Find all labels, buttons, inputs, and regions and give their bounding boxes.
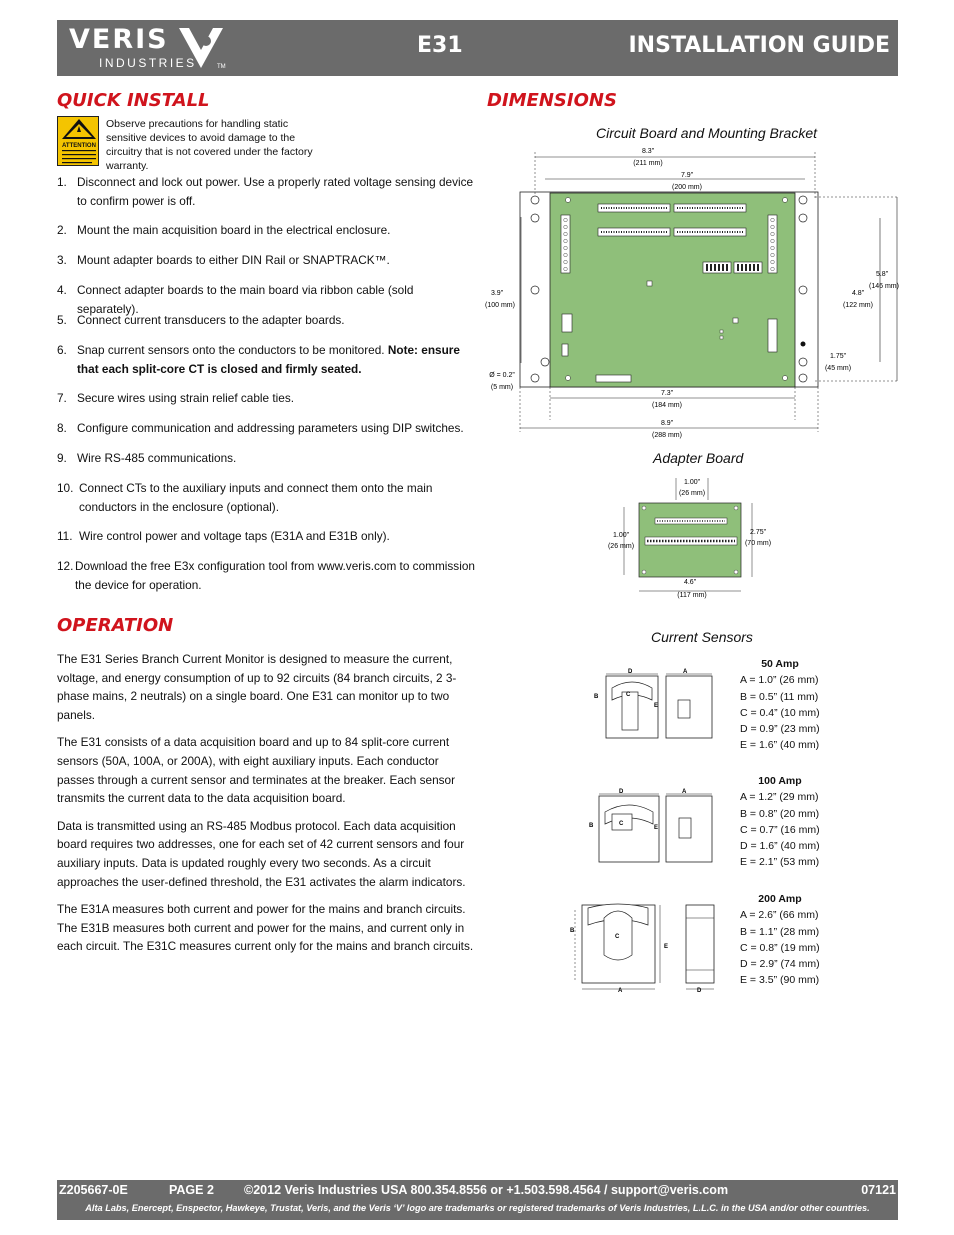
warning-icon-label: ATTENTION: [62, 143, 96, 149]
operation-paragraph: Data is transmitted using an RS-485 Modbus protocol. Each data acquisition board requires two addresses, one for each set of 42 current sensors and four auxiliary inputs. Data is updated roughly every two seconds. As a circuit approaches the user-defined threshold, the E31 activates the alarm indicators.: [57, 818, 466, 889]
list-item: 1. Disconnect and lock out power. Use a properly rated voltage sensing device to confirm power is off.: [57, 175, 474, 208]
sensor-50a-diagram: [590, 660, 720, 745]
esd-warning-icon: [57, 116, 99, 166]
operation-body: [57, 650, 477, 965]
adapter-board-diagram: [600, 472, 780, 602]
adapter-dim-top: 1.00”: [684, 479, 700, 486]
sensor-label-b: B: [570, 928, 575, 934]
adapter-dim-left-mm: (26 mm): [607, 543, 635, 550]
contact-info: ©2012 Veris Industries USA 800.354.8556 or +1.503.598.4564 / support@veris.com: [244, 1183, 729, 1197]
dim-corner: 1.75”: [830, 353, 846, 360]
list-item: 10. Connect CTs to the auxiliary inputs and connect them onto the main conductors in the enclosure (optional).: [57, 481, 433, 514]
list-item: 8. Configure communication and addressing parameters using DIP switches.: [57, 421, 464, 435]
sensor-label-b: B: [589, 823, 594, 829]
dim-hole-diameter: Ø = 0.2”: [489, 372, 515, 379]
list-item: 7. Secure wires using strain relief cable ties.: [57, 391, 295, 405]
document-title: INSTALLATION GUIDE: [628, 33, 890, 58]
sensor-label-a: A: [683, 669, 688, 675]
list-item: 5. Connect current transducers to the adapter boards.: [57, 313, 345, 327]
list-item: 12. Download the free E3x configuration tool from www.veris.com to commission the device for operation.: [57, 559, 475, 592]
circuit-board-diagram: [470, 140, 910, 445]
list-item: 6. Snap current sensors onto the conductors to be monitored. Note: ensure that each split-core CT is closed and firmly seated.: [57, 343, 460, 376]
sensor-100a-heading: 100 Amp: [758, 775, 802, 787]
dim-width-bottom: 7.3”: [660, 390, 674, 397]
sensor-label-c: C: [615, 934, 620, 940]
list-item: 9. Wire RS-485 communications.: [57, 451, 237, 465]
sensor-100a-specs: 100 Amp A = 1.2” (29 mm) B = 0.8” (20 mm) C = 0.7” (16 mm) D = 1.6” (40 mm) E = 2.1” (53 mm): [740, 775, 820, 869]
dimensions-heading: DIMENSIONS: [487, 90, 617, 111]
sensor-label-e: E: [664, 944, 669, 950]
adapter-board-figure-title: Adapter Board: [653, 450, 744, 466]
adapter-dim-bottom: 4.6”: [683, 579, 697, 586]
sensor-50a-specs: 50 Amp A = 1.0” (26 mm) B = 0.5” (11 mm) C = 0.4” (10 mm) D = 0.9” (23 mm) E = 1.6” (40 mm): [740, 658, 820, 752]
quick-install-heading: QUICK INSTALL: [57, 90, 210, 111]
dim-width-outer: 8.3”: [641, 148, 655, 155]
page-footer: [57, 1180, 898, 1220]
page-header: [57, 20, 898, 76]
circuit-board: [550, 193, 795, 387]
adapter-dim-bottom-mm: (117 mm): [677, 592, 707, 599]
sensor-label-a: A: [618, 988, 623, 994]
dim-height-right-inner-mm: (122 mm): [843, 302, 873, 309]
sensor-label-d: D: [619, 789, 624, 795]
sensor-label-d: D: [697, 988, 702, 994]
adapter-dim-right: 2.75”: [750, 529, 766, 536]
sensor-200a-diagram: [565, 895, 725, 1000]
dim-corner-mm: (45 mm): [824, 365, 852, 372]
document-number: Z205667-0E: [59, 1183, 128, 1197]
sensor-label-e: E: [654, 825, 659, 831]
esd-warning-text: Observe precautions for handling static sensitive devices to avoid damage to the circuitry that is not covered under the factory warranty.: [106, 118, 313, 172]
veris-logo-subtitle: INDUSTRIES: [99, 56, 197, 70]
sensor-200a-specs: 200 Amp A = 2.6” (66 mm) B = 1.1” (28 mm) C = 0.8” (19 mm) D = 2.9” (74 mm) E = 3.5” (90 mm): [740, 893, 820, 987]
dim-width-bottom-mm: (184 mm): [652, 402, 682, 409]
install-steps-list: [57, 173, 477, 605]
trademark-mark: TM: [217, 64, 226, 70]
sensor-label-c: C: [619, 821, 624, 827]
operation-paragraph: The E31A measures both current and power for the mains and branch circuits. The E31B measures both current and power for the mains, and current only in each circuit. The E31C measures current only for the mains and branch circuits.: [57, 902, 474, 954]
sensor-50a-heading: 50 Amp: [761, 658, 799, 670]
dim-width-overall: 8.9”: [660, 420, 674, 427]
dim-height-right-outer: 5.8”: [875, 271, 889, 278]
sensor-label-e: E: [654, 703, 659, 709]
sensor-label-a: A: [682, 789, 687, 795]
current-sensors-figure-title: Current Sensors: [651, 629, 753, 645]
adapter-dim-top-mm: (26 mm): [678, 490, 706, 497]
revision-code: 07121: [861, 1183, 896, 1197]
dim-width-overall-mm: (288 mm): [652, 432, 682, 439]
dim-height-right-inner: 4.8”: [851, 290, 865, 297]
dim-height-right-outer-mm: (146 mm): [869, 283, 899, 290]
adapter-dim-right-mm: (70 mm): [744, 540, 772, 547]
operation-paragraph: The E31 consists of a data acquisition board and up to 84 split-core current sensors (50A, 100A, or 200A), with eight auxiliary inputs. Each conductor passes through a current sensor and terminates at the breaker. Each sensor transmits the current data to the data acquisition board.: [57, 735, 456, 806]
dim-height-left-mm: (100 mm): [485, 302, 515, 309]
dim-width-inner-mm: (200 mm): [672, 184, 702, 191]
veris-logo-wordmark: VERIS: [69, 24, 169, 55]
trademark-notice: Alta Labs, Enercept, Enspector, Hawkeye, Trustat, Veris, and the Veris ‘V’ logo are trademarks or registered trademarks of Veris Industries, L.L.C. in the USA and/or other countries.: [85, 1203, 870, 1213]
dim-hole-diameter-mm: (5 mm): [490, 384, 514, 391]
sensor-label-d: D: [628, 669, 633, 675]
step-note: Note: ensure that each split-core CT is closed and firmly seated.: [77, 343, 460, 376]
operation-paragraph: The E31 Series Branch Current Monitor is designed to measure the current, voltage, and energy consumption of up to 92 circuits (84 branch circuits, 2 3-phase mains, 2 neutrals) on a single board. One E31 can monitor up to two panels.: [57, 652, 457, 722]
list-item: 2. Mount the main acquisition board in the electrical enclosure.: [57, 223, 391, 237]
sensor-200a-heading: 200 Amp: [758, 893, 802, 905]
dim-height-left: 3.9”: [490, 290, 504, 297]
sensor-label-c: C: [626, 692, 631, 698]
page-number: PAGE 2: [169, 1183, 214, 1197]
model-number: E31: [417, 33, 463, 58]
sensor-label-b: B: [594, 694, 599, 700]
sensor-100a-diagram: [585, 780, 715, 870]
list-item: 3. Mount adapter boards to either DIN Rail or SNAPTRACK™.: [57, 253, 390, 267]
list-item: 4. Connect adapter boards to the main board via ribbon cable (sold separately).: [57, 283, 414, 316]
operation-heading: OPERATION: [57, 615, 174, 636]
list-item: 11. Wire control power and voltage taps (E31A and E31B only).: [57, 529, 390, 543]
adapter-dim-left: 1.00”: [613, 532, 629, 539]
dim-width-inner: 7.9”: [680, 172, 694, 179]
dim-width-outer-mm: (211 mm): [633, 160, 663, 167]
circuit-board-figure-title: Circuit Board and Mounting Bracket: [596, 125, 817, 141]
